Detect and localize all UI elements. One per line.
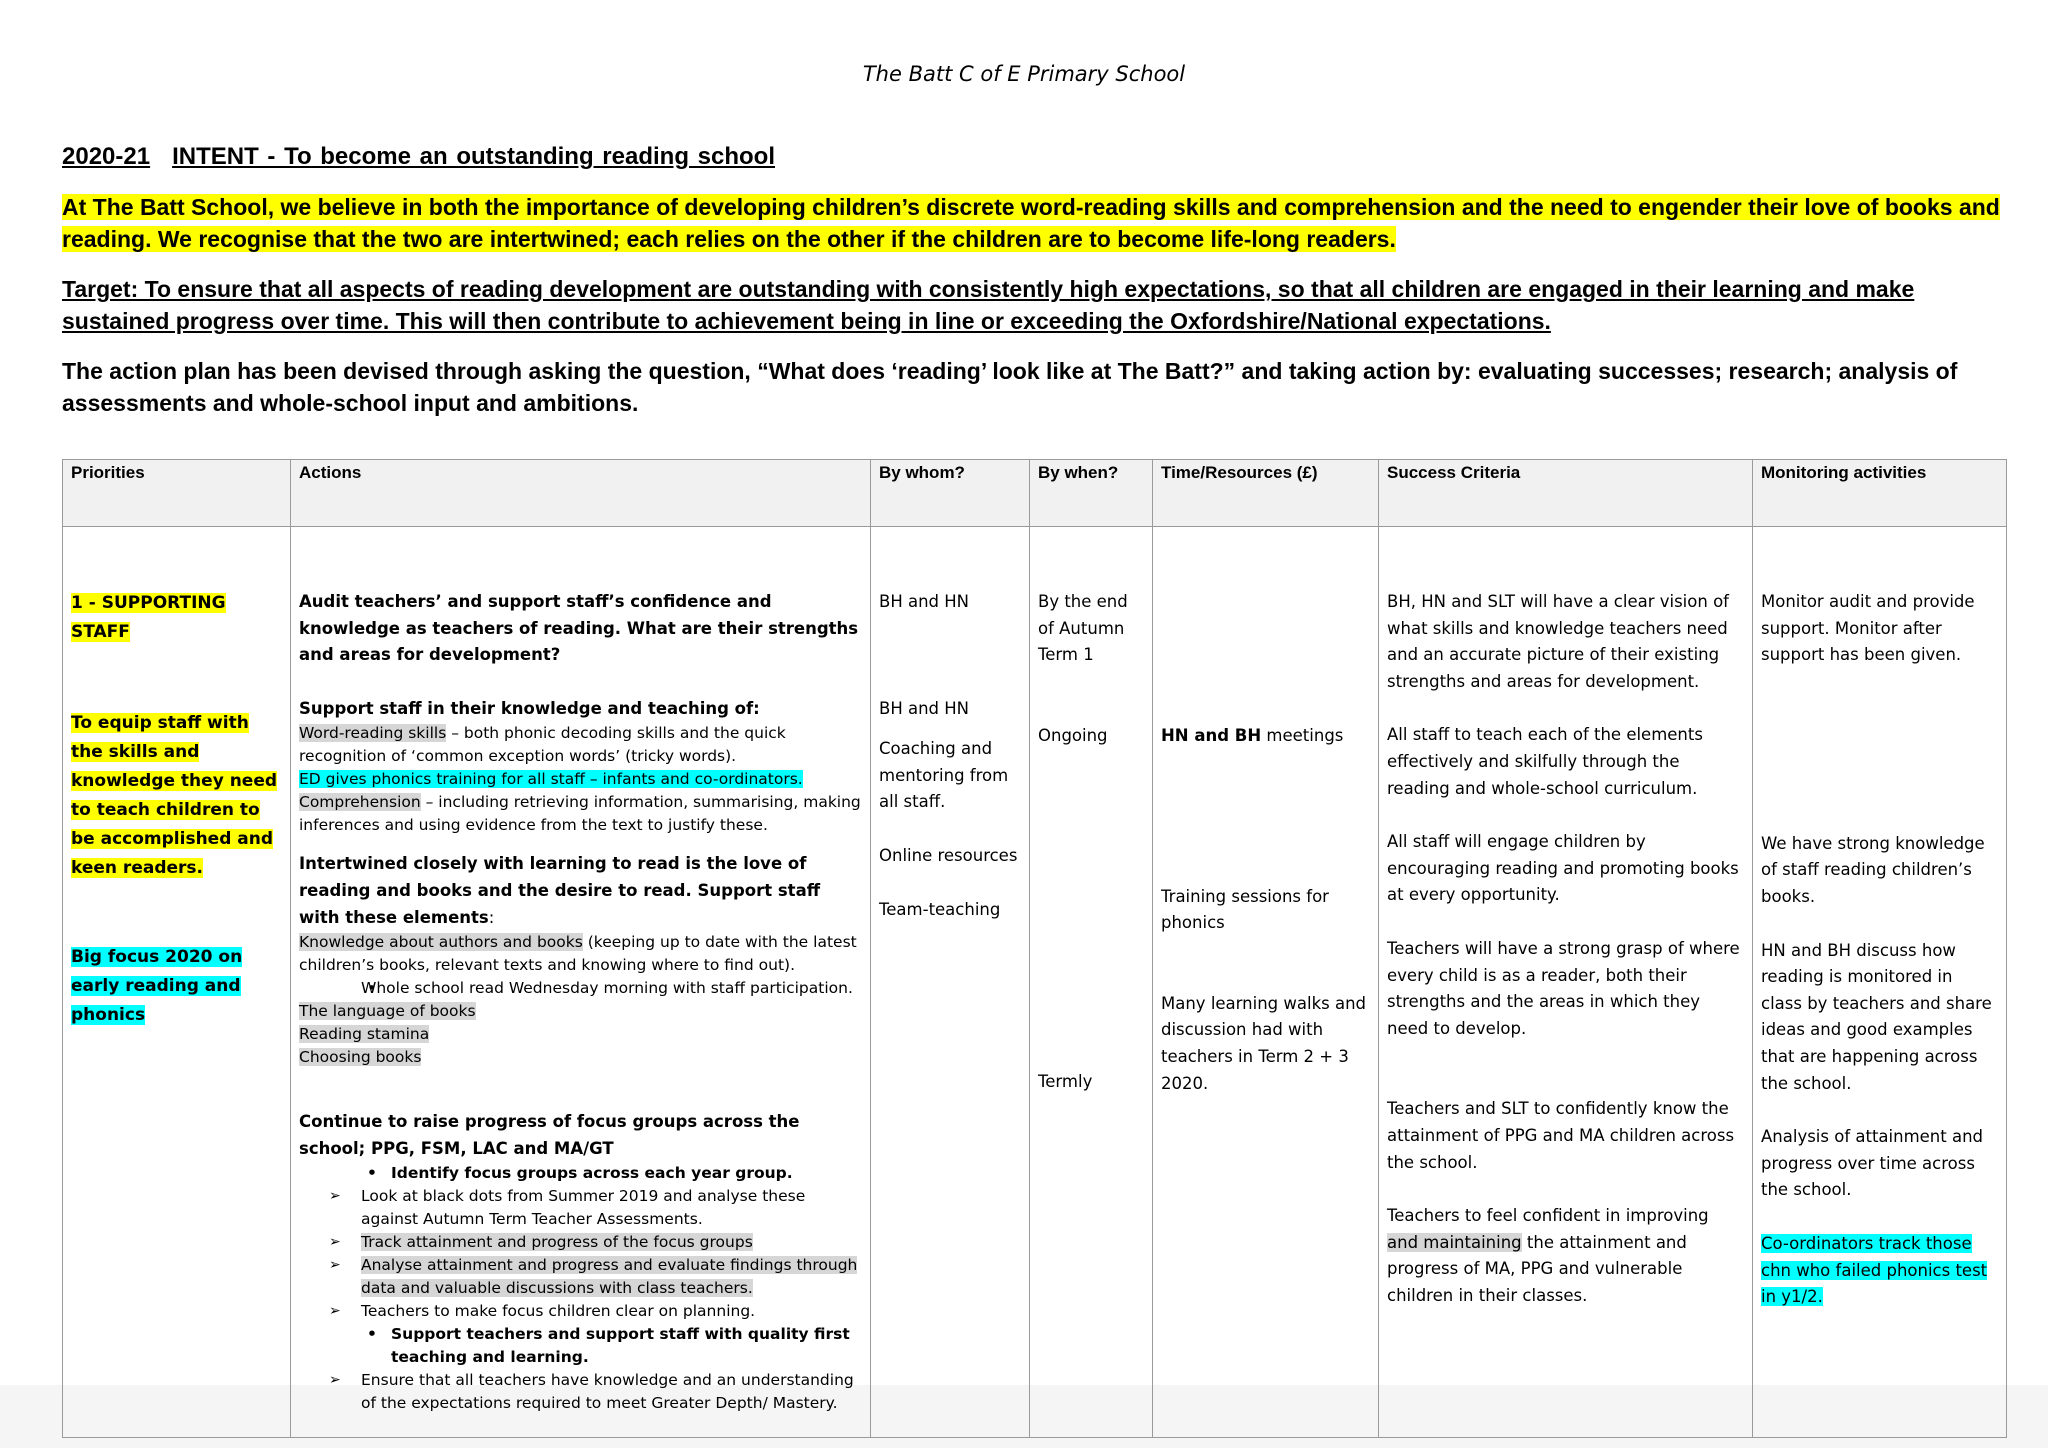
page-title <box>62 143 2002 171</box>
success-engage: All staff will engage children by encouraging reading and promoting books at every opportunity. <box>1387 832 1739 905</box>
priority-aim: To equip staff with the skills and knowledge they need to teach children to be accomplished and keen readers. <box>71 713 278 878</box>
title-year: 2020-21 <box>62 143 151 170</box>
col-header-actions: Actions <box>291 460 871 527</box>
resource-meetings: HN and BH meetings <box>1161 726 1344 745</box>
resources-cell <box>1153 527 1379 1438</box>
col-header-by-when: By when? <box>1030 460 1153 527</box>
by-whom-entry: Online resources <box>879 845 1018 865</box>
priority-focus: Big focus 2020 on early reading and phonics <box>71 947 243 1025</box>
resource-training: Training sessions for phonics <box>1161 886 1329 933</box>
table-row <box>63 527 2007 1438</box>
by-when-entry: Termly <box>1038 1072 1093 1092</box>
action-word-reading: Word-reading skills – both phonic decoding skills and the quick recognition of ‘common exception words’ (tricky words). <box>299 724 786 766</box>
running-header: The Batt C of E Primary School <box>862 62 1186 86</box>
action-love-heading: Intertwined closely with learning to read is the love of reading and books and the desire to read. Support staff with these elements: <box>299 854 821 927</box>
target-statement: Target: To ensure that all aspects of reading development are outstanding with consistently high expectations, so that all children are engaged in their learning and make sustained progress over time. This will then contribute to achievement being in line or exceeding the Oxfordshire/National expectations. <box>62 276 1915 334</box>
success-grasp: Teachers will have a strong grasp of where every child is as a reader, both their strengths and the areas in which they need to develop. <box>1387 938 1740 1038</box>
resource-walks: Many learning walks and discussion had with teachers in Term 2 + 3 2020. <box>1161 993 1367 1093</box>
by-whom-entry: Team-teaching <box>879 899 1001 919</box>
action-plan-table <box>62 459 2007 1438</box>
by-whom-entry: BH and HN <box>879 698 970 718</box>
monitoring-audit: Monitor audit and provide support. Monitor after support has been given. <box>1761 592 1975 665</box>
action-language: The language of books <box>299 1002 476 1021</box>
success-teach: All staff to teach each of the elements effectively and skilfully through the reading and whole-school curriculum. <box>1387 725 1703 798</box>
by-whom-entry: Coaching and mentoring from all staff. <box>879 739 1009 812</box>
action-comprehension: Comprehension – including retrieving information, summarising, making inferences and using evidence from the text to justify these. <box>299 793 861 835</box>
list-item: • Identify focus groups across each year group. <box>299 1162 862 1185</box>
action-phonics-training: ED gives phonics training for all staff – infants and co-ordinators. <box>299 770 803 789</box>
by-whom-cell <box>871 527 1030 1438</box>
by-when-cell <box>1030 527 1153 1438</box>
intent-statement <box>62 191 2002 255</box>
action-choosing: Choosing books <box>299 1048 422 1067</box>
list-item: ➢ Look at black dots from Summer 2019 and analyse these against Autumn Term Teacher Assessments. <box>299 1185 862 1231</box>
list-item: ➢ Analyse attainment and progress and evaluate findings through data and valuable discussions with class teachers. <box>299 1254 862 1300</box>
col-header-resources: Time/Resources (£) <box>1153 460 1379 527</box>
list-item: ➢ Teachers to make focus children clear on planning. <box>299 1300 862 1323</box>
by-when-entry: By the end of Autumn Term 1 <box>1038 592 1128 665</box>
monitoring-discuss: HN and BH discuss how reading is monitored in class by teachers and share ideas and good examples that are happening across the school. <box>1761 940 1992 1093</box>
success-criteria-cell <box>1379 527 1753 1438</box>
method-statement: The action plan has been devised through asking the question, “What does ‘reading’ look like at The Batt?” and taking action by: evaluating successes; research; analysis of assessments and whole-school input and ambitions. <box>62 358 1958 416</box>
priorities-cell <box>63 527 291 1438</box>
success-confident: Teachers to feel confident in improving and maintaining the attainment and progress of MA, PPG and vulnerable children in their classes. <box>1387 1206 1709 1305</box>
col-header-success-criteria: Success Criteria <box>1379 460 1753 527</box>
monitoring-track: Co-ordinators track those chn who failed phonics test in y1/2. <box>1761 1233 1988 1307</box>
priority-heading: 1 - SUPPORTING STAFF <box>71 593 226 642</box>
by-when-entry: Ongoing <box>1038 725 1108 745</box>
action-audit: Audit teachers’ and support staff’s confidence and knowledge as teachers of reading. What are their strengths and areas for development? <box>299 592 859 665</box>
by-whom-entry: BH and HN <box>879 592 970 611</box>
list-item: ➢ Ensure that all teachers have knowledge and an understanding of the expectations required to meet Greater Depth/ Mastery. <box>299 1369 862 1415</box>
action-stamina: Reading stamina <box>299 1025 430 1044</box>
intent-text: At The Batt School, we believe in both the importance of developing children’s discrete word-reading skills and comprehension and the need to engender their love of books and reading. We recognise that the two are intertwined; each relies on the other if the children are to become life-long readers. <box>62 194 2000 252</box>
actions-cell <box>291 527 871 1438</box>
table-header-row <box>63 460 2007 527</box>
col-header-monitoring: Monitoring activities <box>1753 460 2007 527</box>
list-item: • Whole school read Wednesday morning with staff participation. <box>299 977 862 1000</box>
action-knowledge: Knowledge about authors and books (keeping up to date with the latest children’s books, relevant texts and knowing where to find out). <box>299 933 857 975</box>
col-header-by-whom: By whom? <box>871 460 1030 527</box>
success-know: Teachers and SLT to confidently know the attainment of PPG and MA children across the school. <box>1387 1099 1735 1172</box>
action-progress-heading: Continue to raise progress of focus groups across the school; PPG, FSM, LAC and MA/GT <box>299 1112 800 1158</box>
success-vision: BH, HN and SLT will have a clear vision of what skills and knowledge teachers need and an accurate picture of their existing strengths and areas for development. <box>1387 592 1729 691</box>
monitoring-analysis: Analysis of attainment and progress over time across the school. <box>1761 1127 1984 1200</box>
action-support-heading: Support staff in their knowledge and teaching of: <box>299 698 760 718</box>
list-item: ➢ Track attainment and progress of the focus groups <box>299 1231 862 1254</box>
col-header-priorities: Priorities <box>63 460 291 527</box>
list-item: • Support teachers and support staff with quality first teaching and learning. <box>299 1323 862 1369</box>
monitoring-cell <box>1753 527 2007 1438</box>
title-text: INTENT - To become an outstanding reading school <box>172 143 775 170</box>
monitoring-knowledge: We have strong knowledge of staff reading children’s books. <box>1761 833 1985 906</box>
